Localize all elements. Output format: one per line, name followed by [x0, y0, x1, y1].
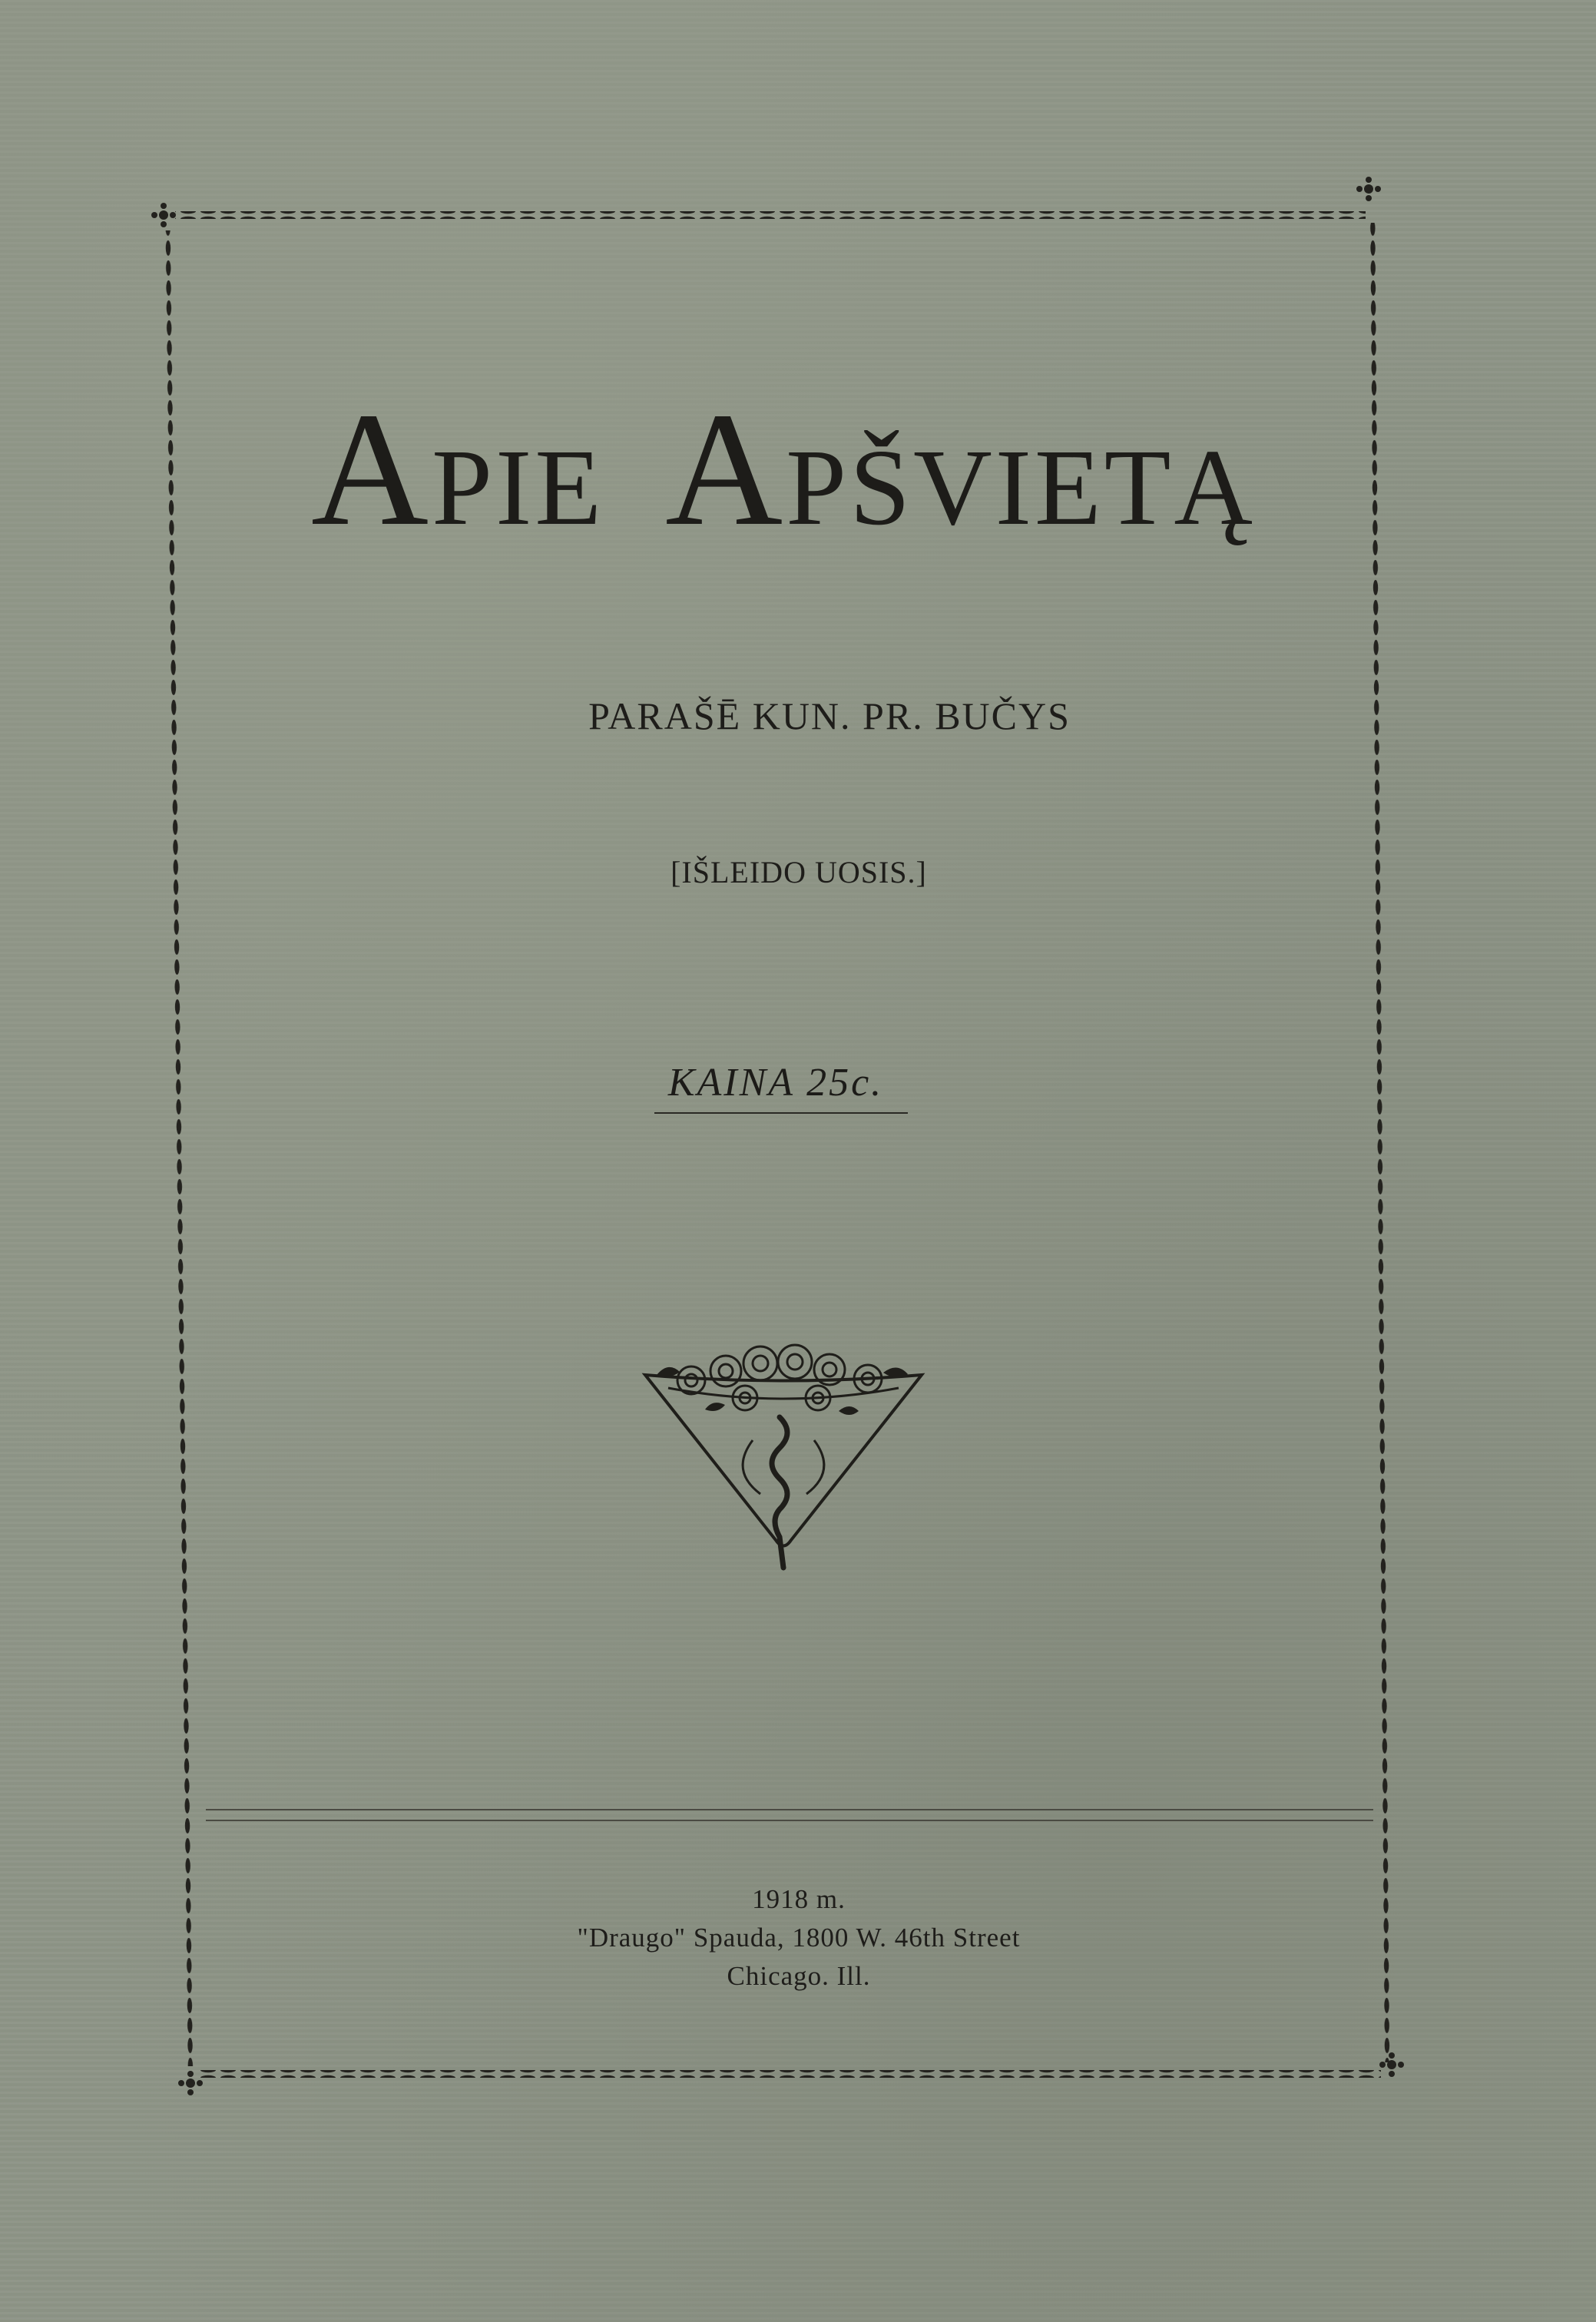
title-word-1-rest: PIE [432, 426, 605, 548]
floral-basket-ornament [637, 1340, 929, 1578]
price-underline [654, 1112, 908, 1114]
book-title [253, 379, 1313, 559]
publisher-line: [IŠLEIDO UOSIS.] [671, 855, 927, 889]
author-line: PARAŠĒ KUN. PR. BUČYS [588, 694, 1071, 737]
title-initial-1: A [310, 379, 432, 559]
imprint-year: 1918 m. [752, 1884, 846, 1914]
imprint-block [430, 1880, 1167, 1996]
imprint-city: Chicago. Ill. [727, 1961, 871, 1991]
corner-ornament-top-right [1356, 177, 1381, 201]
title-initial-2: A [665, 379, 786, 559]
footer-double-rule [206, 1809, 1373, 1821]
corner-ornament-top-left [151, 203, 176, 227]
price-label: KAINA 25c. [667, 1061, 884, 1105]
imprint-printer: "Draugo" Spauda, 1800 W. 46th Street [577, 1923, 1021, 1953]
corner-ornament-bottom-right [1379, 2052, 1404, 2077]
title-word-2-rest: PŠVIETĄ [786, 426, 1257, 548]
